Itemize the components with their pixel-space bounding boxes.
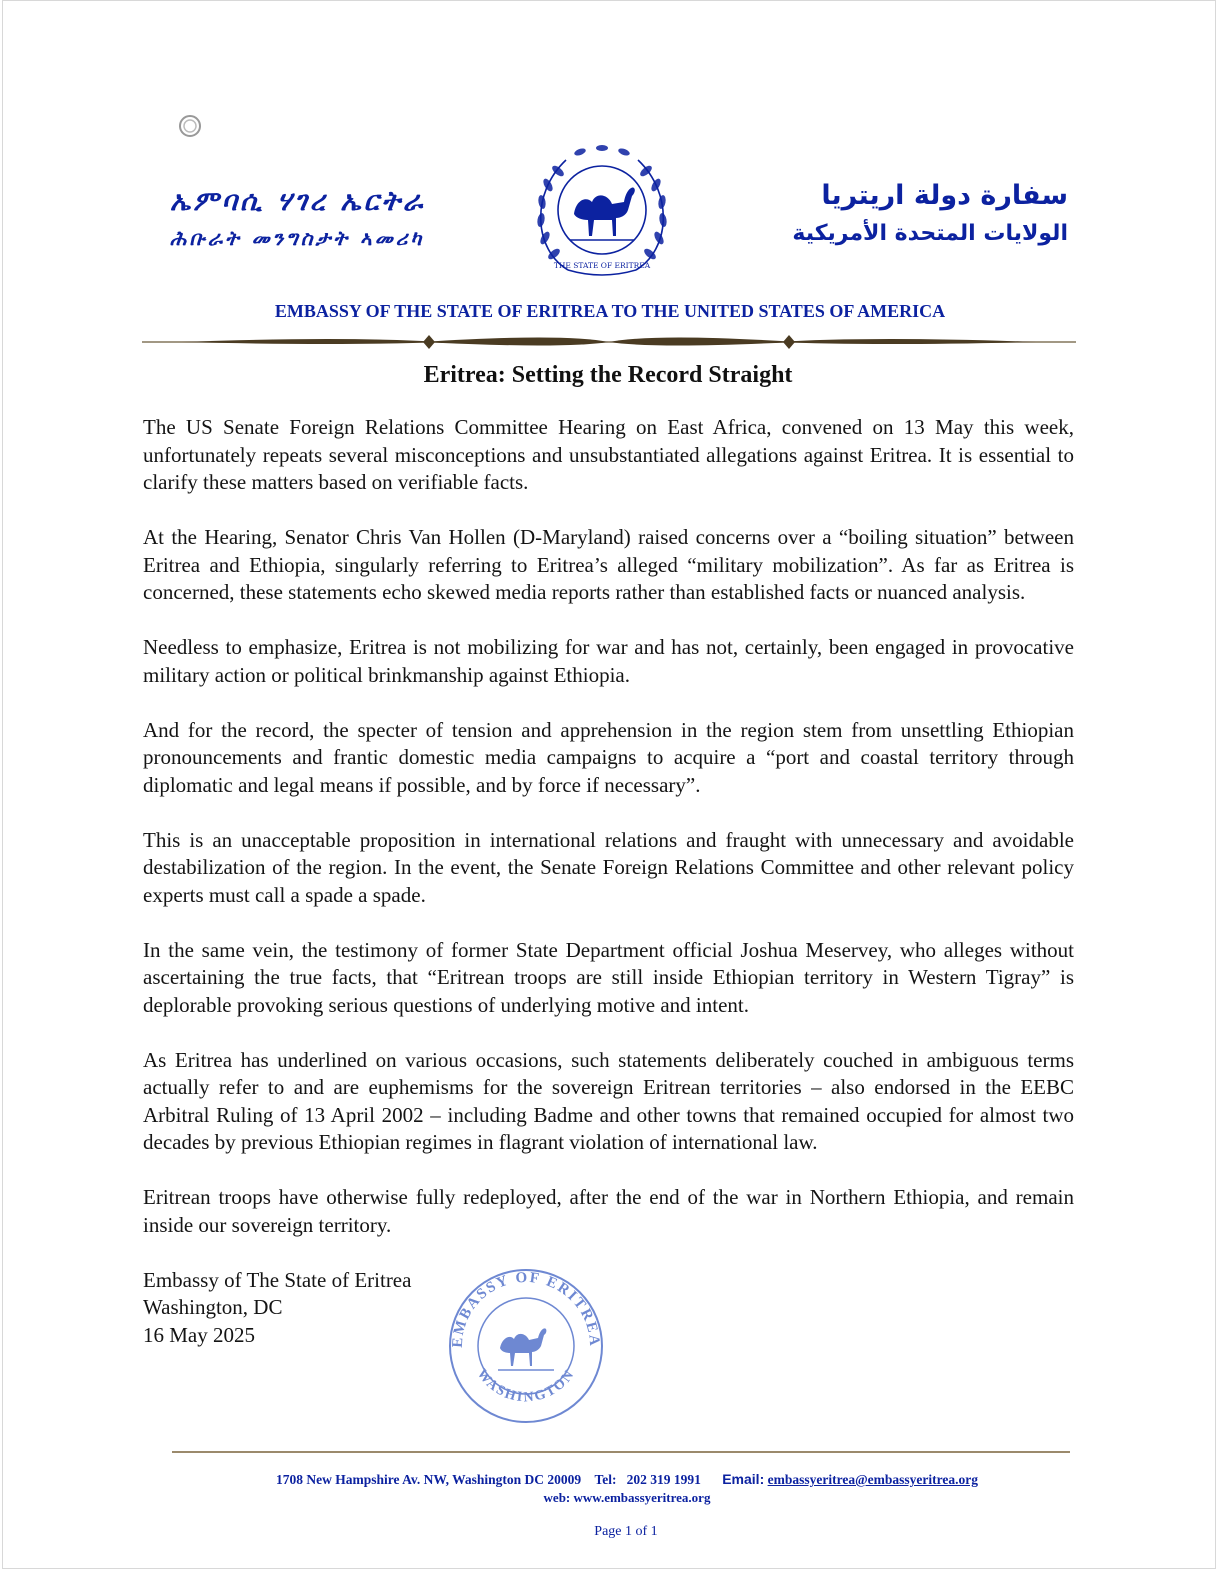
- ethiopic-header-line1: ኤምባሲ ሃገረ ኤርትራ: [170, 186, 426, 217]
- ethiopic-header-line2: ሕቡራት መንግስታት ኣመሪካ: [170, 226, 425, 250]
- footer-address: 1708 New Hampshire Av. NW, Washington DC 20009: [276, 1472, 582, 1487]
- paragraph: In the same vein, the testimony of former State Department official Joshua Meservey, who alleges without ascertaining the true facts, that “Eritrean troops are still inside Ethiopian territory in Western Tigray” is deplorable provoking serious questions of underlying motive and intent.: [143, 937, 1074, 1017]
- arabic-header: [792, 180, 1068, 246]
- footer-line1: [0, 1470, 1220, 1489]
- arabic-header-line2: الولايات المتحدة الأمريكية: [792, 221, 1068, 246]
- footer-tel-label: Tel:: [594, 1472, 617, 1487]
- footer-web-label: web:: [543, 1490, 571, 1505]
- paragraph: Eritrean troops have otherwise fully redeployed, after the end of the war in Northern Ethiopia, and remain inside our sovereign territory.: [143, 1185, 1074, 1237]
- signoff-city: Washington, DC: [143, 1295, 283, 1319]
- signoff-date: 16 May 2025: [143, 1322, 255, 1347]
- ornamental-divider: [142, 330, 1076, 350]
- svg-text:THE STATE OF ERITREA: THE STATE OF ERITREA: [553, 261, 651, 270]
- paragraph: Needless to emphasize, Eritrea is not mobilizing for war and has not, certainly, been engaged in provocative military action or political brinkmanship against Ethiopia.: [143, 635, 1074, 687]
- svg-text:EMBASSY OF ERITREA: EMBASSY OF ERITREA: [449, 1269, 603, 1349]
- footer-web-link[interactable]: www.embassyeritrea.org: [573, 1490, 711, 1505]
- paragraph: As Eritrea has underlined on various occasions, such statements deliberately couched in ambiguous terms actually refer to and are euphemisms for the sovereign Eritrean territories – also endorsed in the EEBC Arbitral Ruling of 13 April 2002 – including Badme and other towns that remained occupied for almost two decades by previous Ethiopian regimes in flagrant violation of international law.: [143, 1047, 1074, 1154]
- paragraph: This is an unacceptable proposition in international relations and fraught with unnecessary and avoidable destabilization of the region. In the event, the Senate Foreign Relations Committee and other relevant policy experts must call a spade a spade.: [143, 827, 1074, 907]
- embassy-title: EMBASSY OF THE STATE OF ERITREA TO THE UNITED STATES OF AMERICA: [274, 301, 946, 321]
- ethiopic-header: [170, 186, 425, 250]
- paragraph: At the Hearing, Senator Chris Van Hollen (D-Maryland) raised concerns over a “boiling situation” between Eritrea and Ethiopia, singularly referring to Eritrea’s alleged “military mobilization”. As far as Eritrea is concerned, these statements echo skewed media reports rather than established facts or nuanced analysis.: [143, 525, 1074, 604]
- page-number: Page 1 of 1: [594, 1524, 658, 1539]
- arabic-header-line1: سفارة دولة اريتريا: [821, 180, 1068, 211]
- signoff-organization: Embassy of The State of Eritrea: [143, 1267, 412, 1292]
- svg-text:WASHINGTON: WASHINGTON: [473, 1366, 579, 1406]
- footer-tel: 202 319 1991: [626, 1472, 701, 1487]
- embassy-stamp-icon: [440, 1262, 612, 1424]
- registered-mark-icon: [178, 114, 202, 138]
- footer-rule: [172, 1451, 1070, 1453]
- footer-email-label: Email:: [722, 1471, 765, 1487]
- paragraph: And for the record, the specter of tension and apprehension in the region stem from unsettling Ethiopian pronouncements and frantic domestic media campaigns to acquire a “port and coastal territory through diplomatic and legal means if possible, and by force if necessary”.: [143, 717, 1074, 797]
- paragraph: The US Senate Foreign Relations Committee Hearing on East Africa, convened on 13 May this week, unfortunately repeats several misconceptions and unsubstantiated allegations against Eritrea. It is essential to clarify these matters based on verifiable facts.: [143, 415, 1074, 494]
- footer-email-link[interactable]: embassyeritrea@embassyeritrea.org: [767, 1472, 978, 1487]
- document-body: [143, 414, 1074, 1349]
- footer-line2: [0, 1489, 1220, 1507]
- state-emblem-icon: [528, 142, 676, 282]
- footer-contact: [0, 1470, 1220, 1507]
- document-title: Eritrea: Setting the Record Straight: [423, 362, 793, 388]
